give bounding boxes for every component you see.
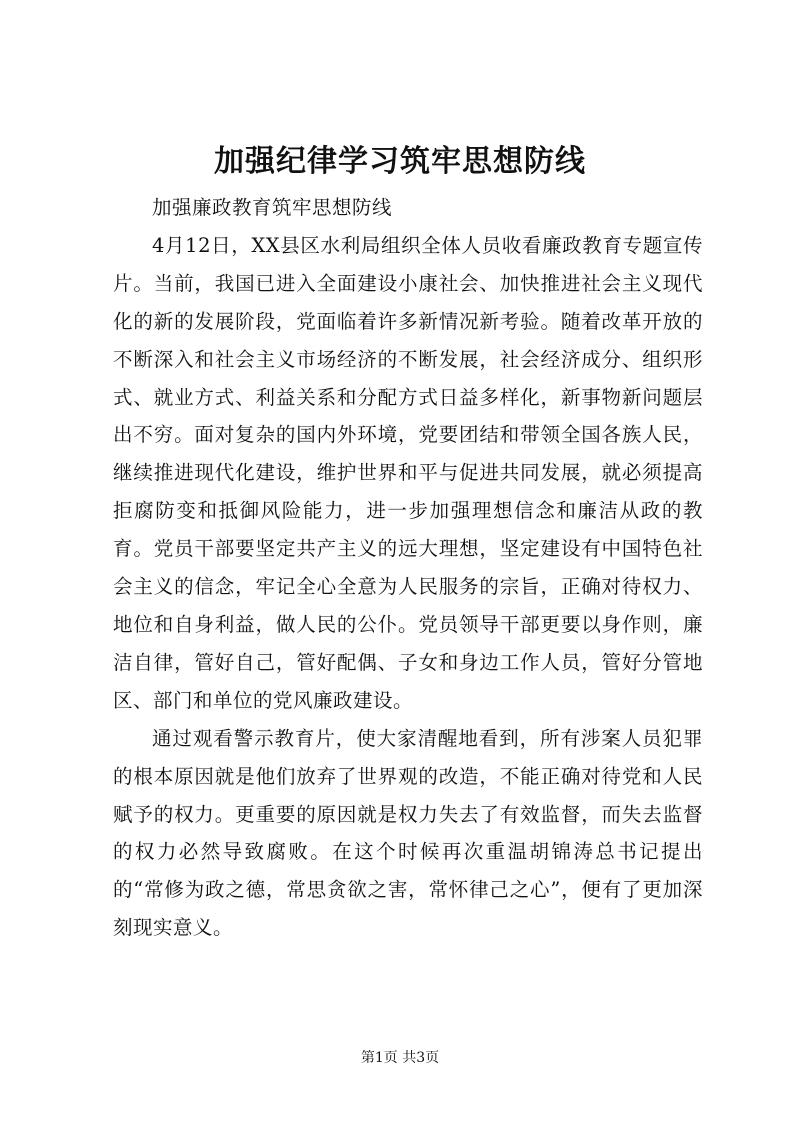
document-title: 加强纪律学习筑牢思想防线 [214, 144, 586, 179]
body-paragraph: 通过观看警示教育片，使大家清醒地看到，所有涉案人员犯罪的根本原因就是他们放弃了世界观的改造，不能正确对待党和人民赋予的权力。更重要的原因就是权力失去了有效监督，而失去监督的权力必然导致腐败。在这个时候再次重温胡锦涛总书记提出的“常修为政之德，常思贪欲之害，常怀律己之心”，便有了更加深刻现实意义。 [113, 726, 703, 940]
document-body [113, 189, 703, 947]
page-number-footer: 第1页 共3页 [360, 1050, 440, 1066]
body-paragraph: 4月12日，XX县区水利局组织全体人员收看廉政教育专题宣传片。当前，我国已进入全面建设小康社会、加快推进社会主义现代化的新的发展阶段，党面临着许多新情况新考验。随着改革开放的不断深入和社会主义市场经济的不断发展，社会经济成分、组织形式、就业方式、利益关系和分配方式日益多样化，新事物新问题层出不穷。面对复杂的国内外环境，党要团结和带领全国各族人民，继续推进现代化建设，维护世界和平与促进共同发展，就必须提高拒腐防变和抵御风险能力，进一步加强理想信念和廉洁从政的教育。党员干部要坚定共产主义的远大理想，坚定建设有中国特色社会主义的信念，牢记全心全意为人民服务的宗旨，正确对待权力、地位和自身利益，做人民的公仆。党员领导干部更要以身作则，廉洁自律，管好自己，管好配偶、子女和身边工作人员，管好分管地区、部门和单位的党风廉政建设。 [113, 233, 703, 712]
subtitle-paragraph: 加强廉政教育筑牢思想防线 [152, 196, 393, 219]
